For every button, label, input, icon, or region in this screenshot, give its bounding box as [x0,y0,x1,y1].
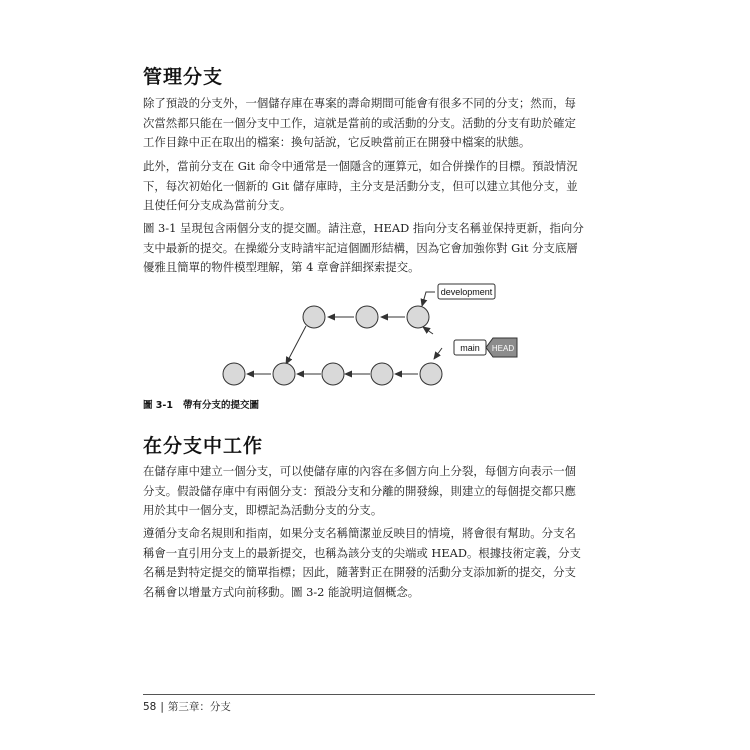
paragraph-line: 名稱會以增量方式向前移動。圖 3-2 能說明這個概念。 [143,584,420,599]
paragraph-1 [143,94,603,153]
page-number: 58 [143,701,157,713]
paragraph-line: 工作目錄中正在取出的檔案：換句話說，它反映當前正在開發中檔案的狀態。 [143,135,531,149]
paragraph-line: 優雅且簡單的物件模型理解，第 4 章會詳細探索提交。 [143,260,420,274]
paragraph-line: 名稱是對特定提交的簡單指標；因此，隨著對正在開發的活動分支添加新的提交，分支 [143,565,576,579]
commit-node [223,363,245,385]
paragraph-line: 在儲存庫中建立一個分支，可以使儲存庫的內容在多個方向上分裂，每個方向表示一個 [143,464,576,478]
development-pointer-arrow [422,292,435,306]
paragraph-4 [143,462,603,521]
commit-graph-figure [200,278,530,390]
paragraph-line: 次當然都只能在一個分支中工作，這就是當前的或活動的分支。活動的分支有助於確定 [143,115,576,130]
main-branch-label: main [460,343,480,353]
paragraph-2 [143,157,603,216]
commit-node [322,363,344,385]
paragraph-line: 支中最新的提交。在操縱分支時請牢記這個圖形結構，因為它會加強你對 Git 分支底層 [143,240,578,255]
paragraph-line: 圖 3-1 呈現包含兩個分支的提交圖。請注意，HEAD 指向分支名稱並保持更新，指向分 [143,221,584,235]
head-label: HEAD [491,344,515,353]
development-branch-label: development [440,287,493,297]
commit-edge [286,326,306,364]
paragraph-line: 稱會一直引用分支上的最新提交，也稱為該分支的尖端或 HEAD。根據技術定義，分支 [143,545,581,560]
paragraph-line: 此外，當前分支在 Git 命令中通常是一個隱含的運算元，如合併操作的目標。預設情況 [143,159,578,173]
paragraph-line: 用於其中一個分支，即標記為活動分支的分支。 [143,503,383,517]
commit-graph [200,278,530,390]
figure-caption [143,397,259,411]
development-pointer-arrow [423,327,433,334]
main-pointer-arrow [434,348,442,359]
commit-node [407,306,429,328]
commit-node [356,306,378,328]
section-heading-managing-branches: 管理分支 [143,66,224,88]
page-footer [143,699,231,714]
paragraph-line: 分支。假設儲存庫中有兩個分支：預設分支和分離的開發線，則建立的每個提交都只應 [143,483,576,498]
commit-node [273,363,295,385]
section-heading-working-in-branches: 在分支中工作 [143,435,264,457]
paragraph-line: 遵循分支命名規則和指南，如果分支名稱簡潔並反映目的情境，將會很有幫助。分支名 [143,526,576,540]
figure-caption-text: 帶有分支的提交圖 [182,400,259,411]
commit-node [420,363,442,385]
paragraph-line: 除了預設的分支外，一個儲存庫在專案的壽命期間可能會有很多不同的分支；然而，每 [143,96,576,110]
paragraph-3 [143,219,603,278]
paragraph-line: 下，每次初始化一個新的 Git 儲存庫時，主分支是活動分支，但可以建立其他分支，並 [143,178,578,193]
commit-node [303,306,325,328]
footer-separator: | [160,701,164,713]
footer-divider [143,694,595,695]
paragraph-line: 且使任何分支成為當前分支。 [143,198,292,212]
figure-number: 圖 3-1 [143,400,173,411]
commit-node [371,363,393,385]
chapter-title: 第三章：分支 [167,701,231,713]
paragraph-5 [143,524,603,602]
